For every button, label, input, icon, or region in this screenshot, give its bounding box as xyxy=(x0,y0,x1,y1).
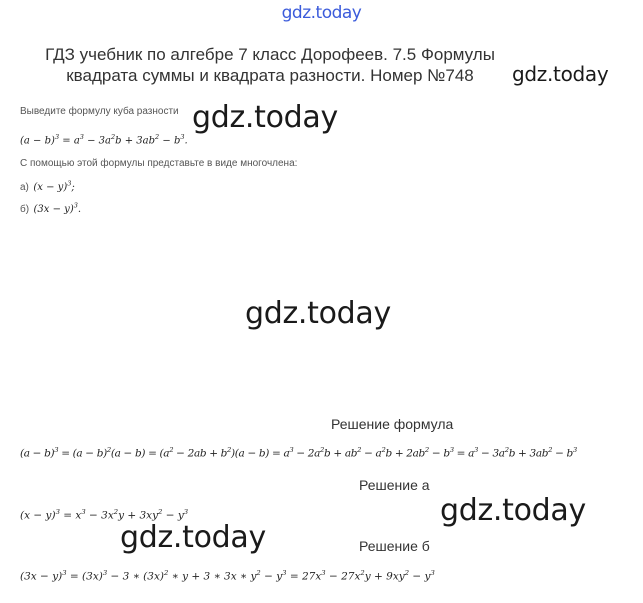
watermark-logo: gdz.today xyxy=(245,296,391,331)
watermark-logo: gdz.today xyxy=(440,493,586,528)
solution-formula-derivation: $(a - b)^3 = (a - b)^2(a - b) = (a^2 - 2ab + b^2)(a - b) = a^3 - 2a^2b + ab^2 - a^2b + 2ab^2 - b^3 = a^3 - 3a^2b + 3ab^2 - b^3$ xyxy=(20,446,577,460)
task-prompt: Выведите формулу куба разности xyxy=(20,106,179,117)
task-item-b xyxy=(20,199,81,217)
item-a-expression: $(x - y)^3$; xyxy=(33,179,75,193)
solution-b-heading: Решение б xyxy=(359,538,430,554)
watermark-logo: gdz.today xyxy=(192,100,338,135)
watermark-logo: gdz.today xyxy=(512,62,609,86)
site-logo[interactable]: gdz.today xyxy=(281,3,362,23)
task-formula: $(a - b)^3 = a^3 - 3a^2b + 3ab^2 - b^3$. xyxy=(20,133,188,147)
item-b-label: б) xyxy=(20,204,30,215)
solution-b-result: $(3x - y)^3 = (3x)^3 - 3$ ∗ $(3x)^2$ ∗ y + 3 ∗ 3x ∗ $y^2 - y^3 = 27x^3 - 27x^2y + 9xy^2 - y^3$ xyxy=(20,569,435,583)
item-a-label: а) xyxy=(20,182,29,193)
solution-a-result: $(x - y)^3 = x^3 - 3x^2y + 3xy^2 - y^3$ xyxy=(20,508,189,522)
item-b-expression: $(3x - y)^3$. xyxy=(33,201,82,215)
task-instruction: С помощью этой формулы представьте в виде многочлена: xyxy=(20,158,298,169)
watermark-logo: gdz.today xyxy=(120,520,266,555)
solution-a-heading: Решение а xyxy=(359,477,430,493)
page-title: ГДЗ учебник по алгебре 7 класс Дорофеев. 7.5 Формулы квадрата суммы и квадрата разности. Номер №748 xyxy=(45,45,495,85)
task-item-a xyxy=(20,177,75,195)
solution-formula-heading: Решение формула xyxy=(331,416,454,432)
